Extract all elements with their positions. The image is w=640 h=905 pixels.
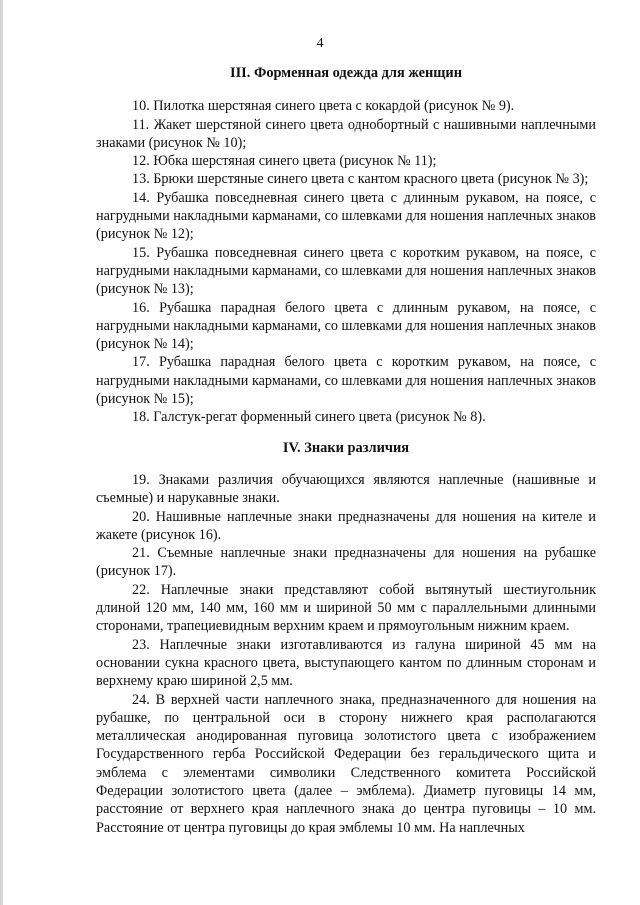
paragraph-19: 19. Знаками различия обучающихся являются наплечные (нашивные и съемные) и нарукавные знаки. — [96, 471, 596, 507]
paragraph-15: 15. Рубашка повседневная синего цвета с коротким рукавом, на поясе, с нагрудными накладными карманами, со шлевками для ношения наплечных знаков (рисунок № 13); — [96, 244, 596, 298]
page-number: 4 — [316, 36, 324, 51]
paragraph-13: 13. Брюки шерстяные синего цвета с кантом красного цвета (рисунок № 3); — [132, 171, 589, 188]
document-body — [96, 60, 596, 837]
scan-edge — [0, 0, 3, 905]
paragraph-22: 22. Наплечные знаки представляют собой вытянутый шестиугольник длиной 120 мм, 140 мм, 160 мм и шириной 50 мм с параллельными длинными сторонами, трапециевидным верхним краем и прямоугольным нижним краем. — [96, 581, 596, 635]
paragraph-16: 16. Рубашка парадная белого цвета с длинным рукавом, на поясе, с нагрудными накладными карманами, со шлевками для ношения наплечных знаков (рисунок № 14); — [96, 299, 596, 353]
paragraph-11: 11. Жакет шерстяной синего цвета однобортный с нашивными наплечными знаками (рисунок № 10); — [96, 116, 596, 151]
paragraph-20: 20. Нашивные наплечные знаки предназначены для ношения на кителе и жакете (рисунок 16). — [96, 508, 596, 543]
paragraph-21: 21. Съемные наплечные знаки предназначены для ношения на рубашке (рисунок 17). — [96, 545, 596, 580]
paragraph-17: 17. Рубашка парадная белого цвета с коротким рукавом, на поясе, с нагрудными накладными карманами, со шлевками для ношения наплечных знаков (рисунок № 15); — [96, 354, 596, 408]
paragraph-12: 12. Юбка шерстяная синего цвета (рисунок № 11); — [132, 153, 437, 170]
paragraph-18: 18. Галстук-регат форменный синего цвета (рисунок № 8). — [132, 409, 486, 426]
paragraph-10: 10. Пилотка шерстяная синего цвета с кокардой (рисунок № 9). — [132, 98, 515, 115]
paragraph-24: 24. В верхней части наплечного знака, предназначенного для ношения на рубашке, по центральной оси в сторону нижнего края располагаются металлическая анодированная пуговица золотистого цвета с изображением Государственного герба Российской Федерации без геральдического щита и эмблема с элементами символики Следственного комитета Российской Федерации золотистого цвета (далее – эмблема). Диаметр пуговицы 14 мм, расстояние от верхнего края наплечного знака до центра пуговицы – 10 мм. Расстояние от центра пуговицы до края эмблемы 10 мм. На наплечных — [96, 691, 596, 836]
paragraph-23: 23. Наплечные знаки изготавливаются из галуна шириной 45 мм на основании сукна красного цвета, выступающего кантом по длинным сторонам и верхнему краю шириной 2,5 мм. — [96, 636, 596, 690]
paragraph-14: 14. Рубашка повседневная синего цвета с длинным рукавом, на поясе, с нагрудными накладными карманами, со шлевками для ношения наплечных знаков (рисунок № 12); — [96, 189, 596, 243]
section-3-title: III. Форменная одежда для женщин — [229, 65, 463, 81]
section-4-title: IV. Знаки различия — [282, 439, 410, 456]
